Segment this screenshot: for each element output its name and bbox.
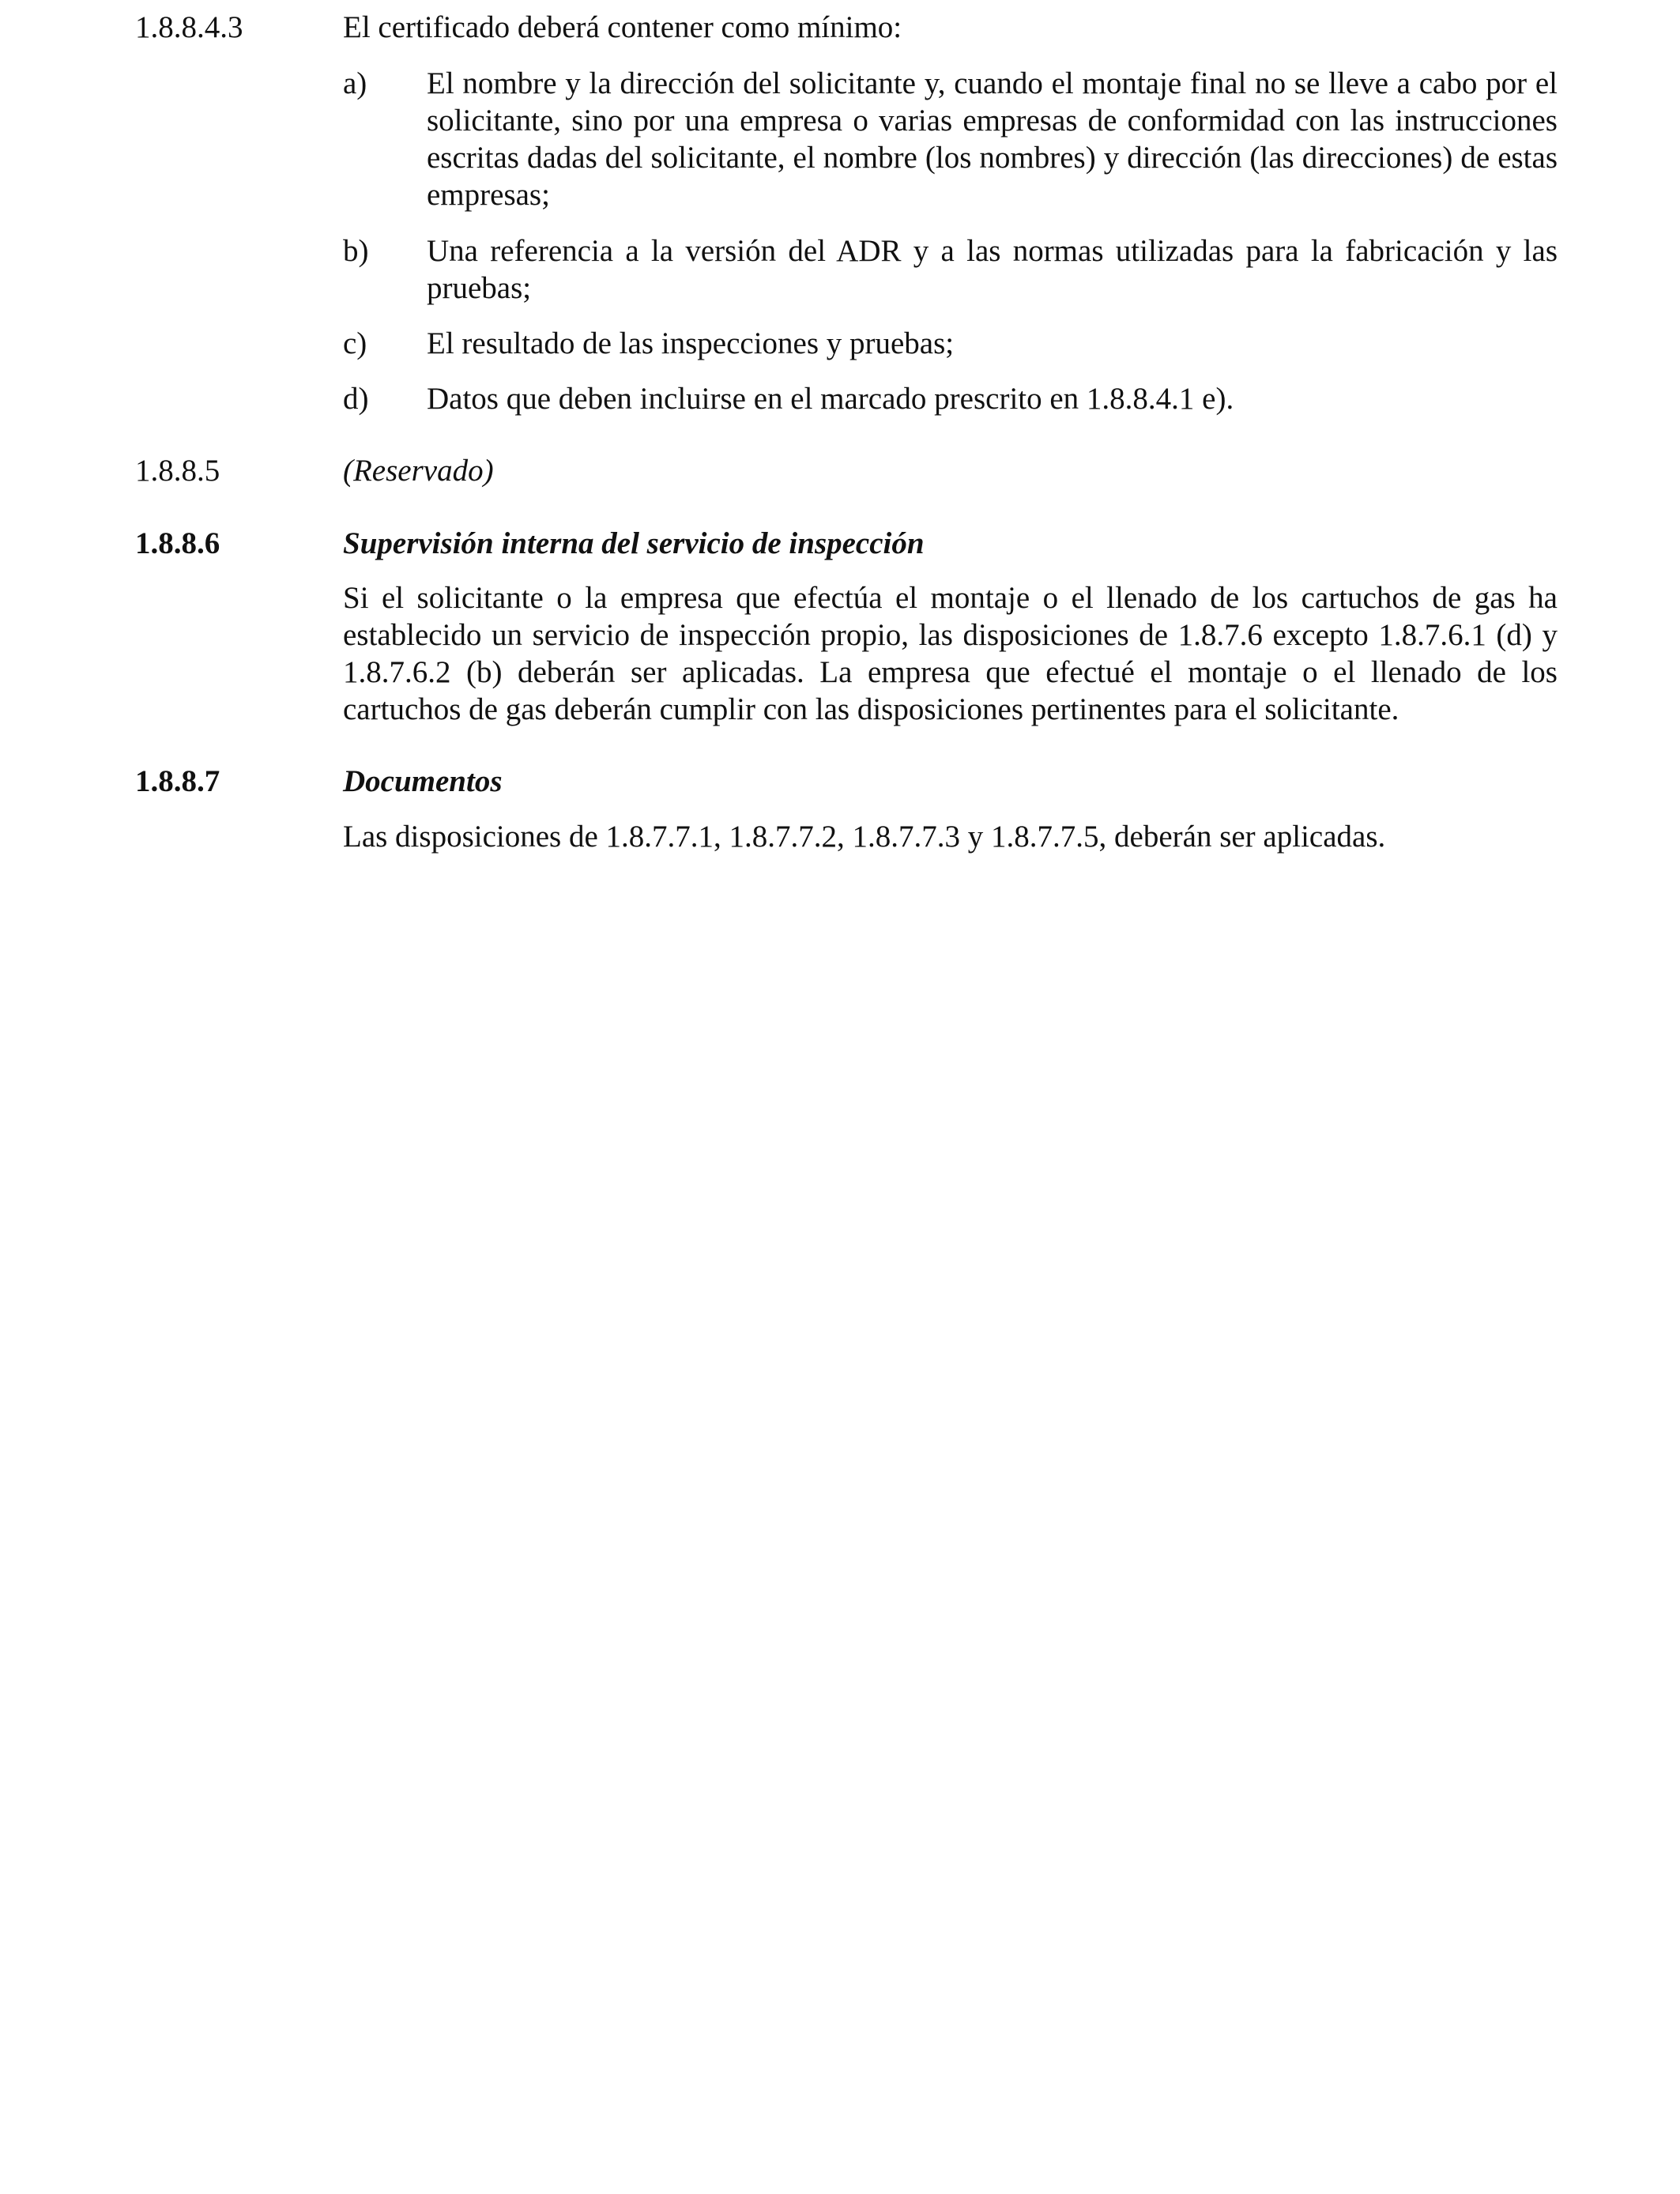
list-item-text-b: Una referencia a la versión del ADR y a las normas utilizadas para la fabricación y las pruebas; xyxy=(427,234,1558,305)
section-number-1-8-8-5: 1.8.8.5 xyxy=(135,454,220,488)
section-body-documentos: Las disposiciones de 1.8.7.7.1, 1.8.7.7.2, 1.8.7.7.3 y 1.8.7.7.5, deberán ser aplicadas. xyxy=(343,820,1386,854)
section-title-documentos: Documentos xyxy=(343,764,503,798)
section-number-1-8-8-6: 1.8.8.6 xyxy=(135,526,220,560)
section-number-1-8-8-4-3: 1.8.8.4.3 xyxy=(135,10,243,44)
list-item-text-a: El nombre y la dirección del solicitante y, cuando el montaje final no se lleve a cabo por el solicitante, sino por una empresa o varias empresas de conformidad con las instrucciones escritas dadas del solicitante, el nombre (los nombres) y dirección (las direcciones) de estas empresas; xyxy=(427,66,1558,212)
list-item-label-d: d) xyxy=(343,382,369,416)
section-number-1-8-8-7: 1.8.8.7 xyxy=(135,764,220,798)
list-item-label-b: b) xyxy=(343,234,369,268)
list-item-label-c: c) xyxy=(343,326,367,360)
list-item-text-d: Datos que deben incluirse en el marcado prescrito en 1.8.8.4.1 e). xyxy=(427,382,1234,416)
section-title-supervision: Supervisión interna del servicio de inspección xyxy=(343,526,925,560)
section-intro-1-8-8-4-3: El certificado deberá contener como mínimo: xyxy=(343,10,902,44)
list-item-label-a: a) xyxy=(343,66,367,100)
section-title-reservado: (Reservado) xyxy=(343,454,494,488)
section-body-supervision: Si el solicitante o la empresa que efectúa el montaje o el llenado de los cartuchos de gas ha establecido un servicio de inspección propio, las disposiciones de 1.8.7.6 excepto 1.8.7.6.1 (d) y 1.8.7.6.2 (b) deberán ser aplicadas. La empresa que efectué el montaje o el llenado de los cartuchos de gas deberán cumplir con las disposiciones pertinentes para el solicitante. xyxy=(343,581,1558,726)
list-item-text-c: El resultado de las inspecciones y pruebas; xyxy=(427,326,955,360)
